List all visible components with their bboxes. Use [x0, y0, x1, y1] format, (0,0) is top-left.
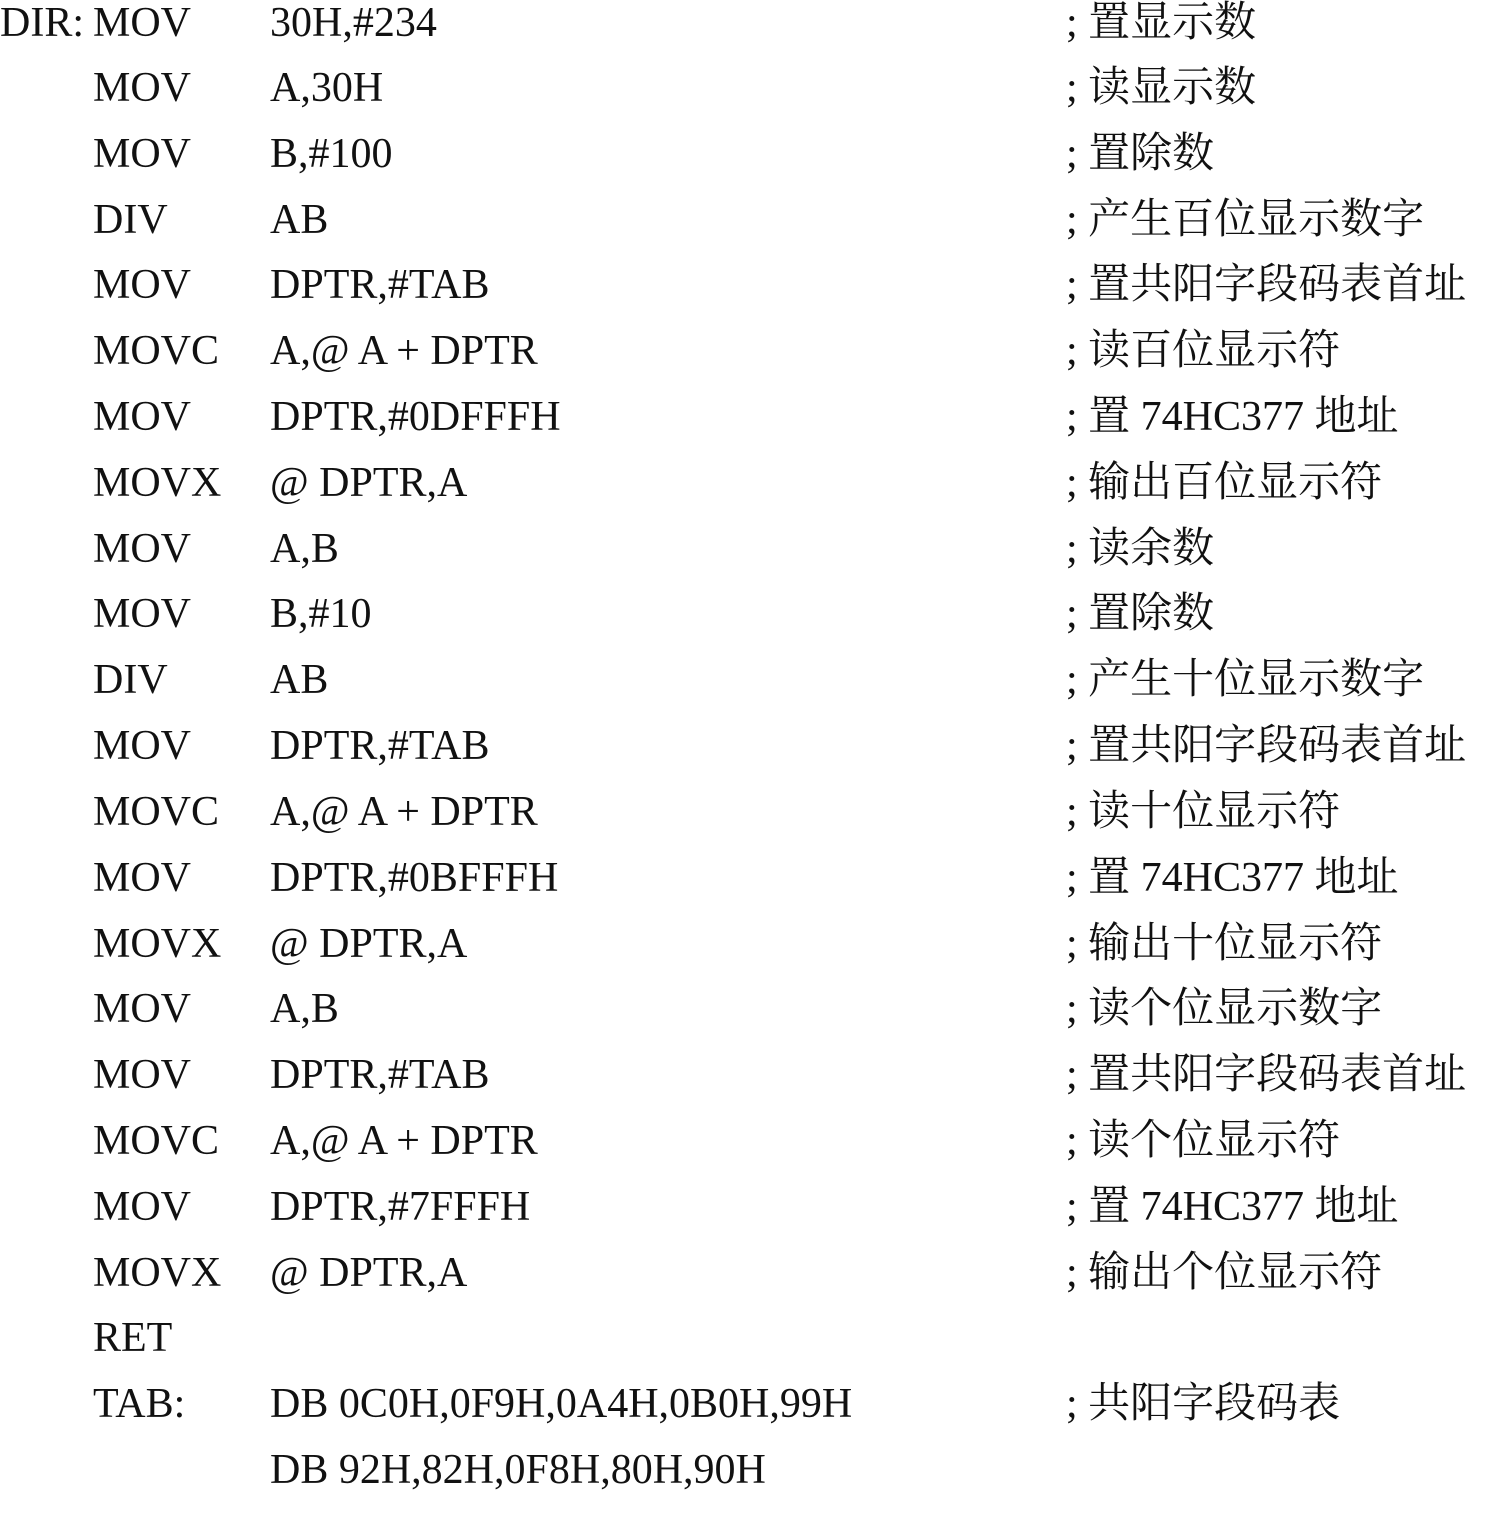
code-operand: DPTR,#TAB	[270, 723, 490, 769]
code-mnemonic: MOV	[93, 394, 192, 440]
code-comment: ; 置 74HC377 地址	[1066, 1184, 1399, 1230]
code-line	[0, 264, 1491, 330]
code-mnemonic: MOVC	[93, 328, 220, 374]
code-mnemonic: MOV	[93, 986, 192, 1032]
code-line	[0, 462, 1491, 528]
code-operand: A,@ A + DPTR	[270, 328, 538, 374]
code-line	[0, 725, 1491, 791]
code-line	[0, 330, 1491, 396]
code-operand: A,@ A + DPTR	[270, 789, 538, 835]
code-comment: ; 置 74HC377 地址	[1066, 394, 1399, 440]
code-mnemonic: DIV	[93, 657, 168, 703]
code-comment: ; 读余数	[1066, 526, 1215, 572]
code-comment: ; 输出十位显示符	[1066, 921, 1383, 967]
code-line	[0, 923, 1491, 989]
code-comment: ; 置除数	[1066, 131, 1215, 177]
code-operand: DPTR,#0DFFFH	[270, 394, 561, 440]
code-mnemonic: MOV	[93, 855, 192, 901]
code-comment: ; 读个位显示数字	[1066, 986, 1383, 1032]
code-operand: A,@ A + DPTR	[270, 1118, 538, 1164]
code-mnemonic: MOVX	[93, 921, 222, 967]
code-mnemonic: MOV	[93, 131, 192, 177]
code-operand: 30H,#234	[270, 0, 437, 46]
code-line	[0, 2, 1491, 68]
code-comment: ; 置显示数	[1066, 0, 1257, 46]
code-comment: ; 置 74HC377 地址	[1066, 855, 1399, 901]
code-operand: @ DPTR,A	[270, 1250, 468, 1296]
code-comment: ; 读百位显示符	[1066, 328, 1341, 374]
code-comment: ; 输出个位显示符	[1066, 1250, 1383, 1296]
code-operand: DPTR,#TAB	[270, 262, 490, 308]
code-mnemonic: MOV	[93, 1052, 192, 1098]
code-comment: ; 产生百位显示数字	[1066, 197, 1425, 243]
code-mnemonic: RET	[93, 1315, 173, 1361]
code-line	[0, 791, 1491, 857]
code-mnemonic: MOV	[93, 65, 192, 111]
code-operand: @ DPTR,A	[270, 460, 468, 506]
code-mnemonic: DIV	[93, 197, 168, 243]
table-label: TAB:	[93, 1381, 186, 1427]
code-line	[0, 659, 1491, 725]
code-comment: ; 置共阳字段码表首址	[1066, 1052, 1467, 1098]
code-mnemonic: MOVX	[93, 460, 222, 506]
code-operand: DPTR,#0BFFFH	[270, 855, 559, 901]
code-line	[0, 199, 1491, 265]
code-line	[0, 133, 1491, 199]
code-line	[0, 528, 1491, 594]
code-line	[0, 593, 1491, 659]
code-comment: ; 读个位显示符	[1066, 1118, 1341, 1164]
code-operand: DPTR,#TAB	[270, 1052, 490, 1098]
code-operand: DPTR,#7FFFH	[270, 1184, 531, 1230]
code-operand: AB	[270, 657, 329, 703]
code-comment: ; 置共阳字段码表首址	[1066, 723, 1467, 769]
table-data: DB 0C0H,0F9H,0A4H,0B0H,99H	[270, 1381, 853, 1427]
code-line	[0, 1054, 1491, 1120]
code-mnemonic: MOVC	[93, 1118, 220, 1164]
code-mnemonic: MOV	[93, 723, 192, 769]
code-line	[0, 1317, 1491, 1383]
table-line	[0, 1383, 1491, 1449]
code-comment: ; 共阳字段码表	[1066, 1381, 1341, 1427]
code-label: DIR:	[0, 0, 84, 46]
code-comment: ; 输出百位显示符	[1066, 460, 1383, 506]
code-operand: B,#100	[270, 131, 393, 177]
code-mnemonic: MOV	[93, 1184, 192, 1230]
code-comment: ; 置除数	[1066, 591, 1215, 637]
code-line	[0, 1186, 1491, 1252]
code-comment: ; 读显示数	[1066, 65, 1257, 111]
code-comment: ; 产生十位显示数字	[1066, 657, 1425, 703]
code-comment: ; 读十位显示符	[1066, 789, 1341, 835]
code-operand: B,#10	[270, 591, 372, 637]
code-mnemonic: MOVC	[93, 789, 220, 835]
code-operand: A,B	[270, 526, 339, 572]
code-mnemonic: MOV	[93, 591, 192, 637]
code-line	[0, 1120, 1491, 1186]
code-line	[0, 857, 1491, 923]
code-operand: @ DPTR,A	[270, 921, 468, 967]
code-line	[0, 396, 1491, 462]
code-line	[0, 988, 1491, 1054]
table-line	[0, 1449, 1491, 1515]
code-line	[0, 1252, 1491, 1318]
code-mnemonic: MOV	[93, 526, 192, 572]
code-mnemonic: MOV	[93, 0, 192, 46]
code-operand: AB	[270, 197, 329, 243]
code-mnemonic: MOV	[93, 262, 192, 308]
code-comment: ; 置共阳字段码表首址	[1066, 262, 1467, 308]
code-operand: A,B	[270, 986, 339, 1032]
code-mnemonic: MOVX	[93, 1250, 222, 1296]
table-data: DB 92H,82H,0F8H,80H,90H	[270, 1447, 766, 1493]
code-operand: A,30H	[270, 65, 384, 111]
code-line	[0, 67, 1491, 133]
